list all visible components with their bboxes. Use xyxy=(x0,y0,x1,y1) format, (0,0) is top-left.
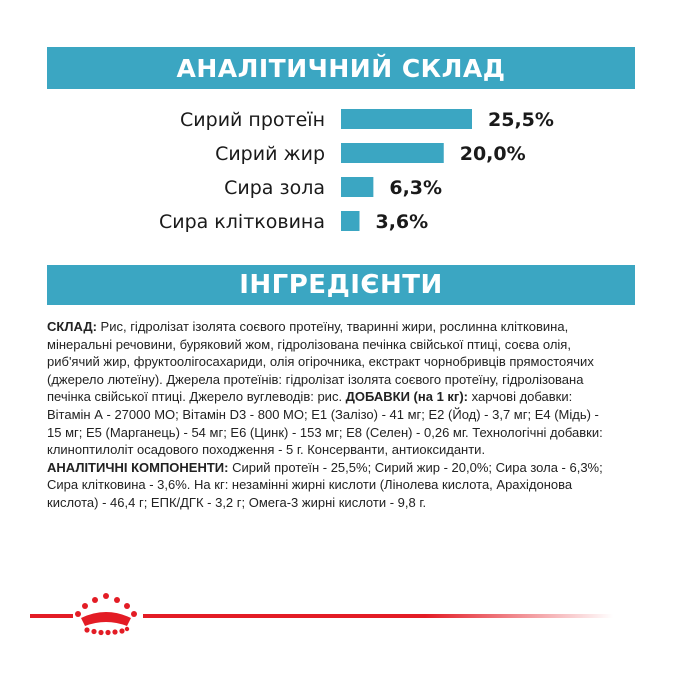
ingredients-line xyxy=(47,336,639,354)
ingredients-segment: Рис, гідролізат ізолята соєвого протеїну, тваринні жири, рослинна клітковина, xyxy=(100,319,569,334)
analytical-composition-title: АНАЛІТИЧНИЙ СКЛАД xyxy=(176,53,506,83)
ingredients-line xyxy=(47,353,639,371)
bar xyxy=(341,177,373,197)
bar xyxy=(341,143,444,163)
ingredients-segment: риб'ячий жир, фруктоолігосахариди, олія огірочника, екстракт чорнобривців прямостоячих xyxy=(47,354,594,370)
ingredients-title: ІНГРЕДІЄНТИ xyxy=(239,270,443,300)
ingredients-segment: 15 мг; Е5 (Марганець) - 54 мг; Е6 (Цинк) - 153 мг; Е8 (Селен) - 0,26 мг. Технологічні добавки: xyxy=(47,424,603,440)
ingredients-segment: кислота) - 46,4 г; ЕПК/ДГК - 3,2 г; Омега-3 жирні кислоти - 9,8 г. xyxy=(47,494,427,510)
value-label: 3,6% xyxy=(375,211,429,233)
ingredients-text xyxy=(47,318,639,512)
analytical-composition-header xyxy=(47,47,635,89)
ingredients-line xyxy=(47,424,639,442)
ingredients-line xyxy=(47,441,639,459)
category-label: Сирий жир xyxy=(215,143,325,165)
analytical-composition-chart xyxy=(0,100,682,250)
bar xyxy=(341,211,359,231)
ingredients-heading: СКЛАД: xyxy=(47,319,101,334)
ingredients-segment: (джерело лютеїну). Джерела протеїнів: гідролізат ізолята соєвого протеїну, гідролізована xyxy=(47,371,584,387)
category-label: Сирий протеїн xyxy=(180,109,325,131)
ingredients-line xyxy=(47,318,639,336)
ingredients-segment: Сирий протеїн - 25,5%; Сирий жир - 20,0%; Сира зола - 6,3%; xyxy=(232,459,603,475)
value-label: 25,5% xyxy=(488,109,554,131)
footer-red-line-right xyxy=(143,614,613,618)
ingredients-segment: клиноптилоліт осадового походження - 5 г. Консерванти, антиоксиданти. xyxy=(47,442,486,458)
ingredients-segment: мінеральні речовини, буряковий жом, гідролізована печінка свійської птиці, соєва олія, xyxy=(47,336,571,352)
footer-red-line-left xyxy=(30,614,73,618)
ingredients-line xyxy=(47,459,639,477)
ingredients-header xyxy=(47,265,635,305)
category-label: Сира зола xyxy=(224,177,325,199)
crown-logo-icon xyxy=(73,592,139,636)
category-label: Сира клітковина xyxy=(158,211,325,233)
value-label: 6,3% xyxy=(389,177,443,199)
ingredients-line xyxy=(47,476,639,494)
ingredients-heading: АНАЛІТИЧНІ КОМПОНЕНТИ: xyxy=(47,459,233,475)
ingredients-line xyxy=(47,388,639,406)
bar xyxy=(341,109,472,129)
ingredients-segment: харчові добавки: xyxy=(471,389,573,405)
ingredients-line xyxy=(47,406,639,424)
ingredients-line xyxy=(47,371,639,389)
ingredients-heading: ДОБАВКИ (на 1 кг): xyxy=(345,389,472,405)
ingredients-segment: печінка свійської птиці. Джерело вуглеводів: рис. xyxy=(47,389,346,405)
value-label: 20,0% xyxy=(459,143,526,165)
ingredients-segment: Вітамін А - 27000 МО; Вітамін D3 - 800 МО; Е1 (Залізо) - 41 мг; Е2 (Йод) - 3,7 мг; Е4 (Мідь) - xyxy=(47,406,599,422)
ingredients-segment: Сира клітковина - 3,6%. На кг: незамінні жирні кислоти (Лінолева кислота, Арахідонова xyxy=(47,477,573,493)
ingredients-line xyxy=(47,494,639,512)
